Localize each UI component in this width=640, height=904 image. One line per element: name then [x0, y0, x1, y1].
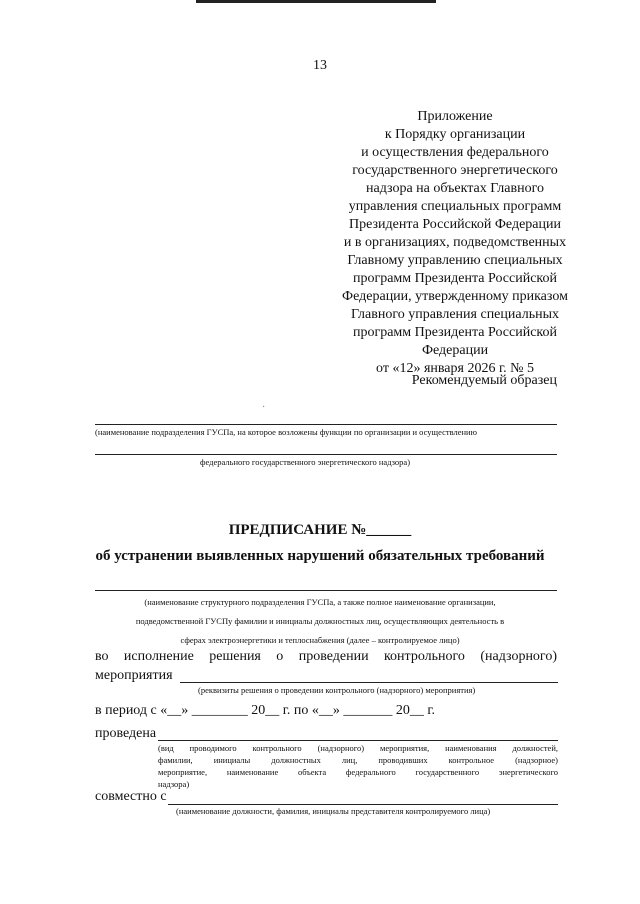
recommended-sample-label: Рекомендуемый образец [411, 373, 557, 388]
measures-label: мероприятия [95, 668, 173, 683]
execution-line: во исполнение решения о проведении контрольного (надзорного) [95, 649, 557, 664]
document-title: ПРЕДПИСАНИЕ №______ [228, 522, 412, 538]
dept-caption-1: (наименование подразделения ГУСПа, на которое возложены функции по организации и осуществлению [95, 427, 477, 437]
appendix-line: Главному управлению специальных [347, 253, 563, 268]
appendix-line: Федерации, утвержденному приказом [342, 289, 568, 304]
appendix-line: Президента Российской Федерации [349, 217, 561, 232]
appendix-line: и осуществления федерального [361, 145, 549, 160]
conducted-caption-line: надзора) [158, 779, 190, 789]
dept-line-1 [95, 424, 557, 425]
document-subtitle: об устранении выявленных нарушений обязательных требований [95, 548, 545, 564]
org-caption-line: подведомственной ГУСПу фамилии и инициалы должностных лиц, осуществляющих деятельность в [135, 616, 505, 626]
appendix-line: Приложение [417, 109, 493, 124]
org-line [95, 590, 557, 591]
appendix-line: программ Президента Российской [352, 325, 557, 340]
appendix-line: Федерации [421, 343, 489, 358]
appendix-line: государственного энергетического [352, 163, 558, 178]
appendix-line: и в организациях, подведомственных [343, 235, 567, 250]
appendix-line: к Порядку организации [384, 127, 526, 142]
measures-line [180, 682, 558, 683]
jointly-label: совместно с [95, 789, 167, 804]
conducted-caption-line: (вид проводимого контрольного (надзорного) мероприятия, наименования должностей, [158, 743, 558, 753]
execution-caption: (реквизиты решения о проведении контрольного (надзорного) мероприятия) [198, 685, 476, 695]
conducted-caption-line: мероприятие, наименование объекта федерального государственного энергетического [158, 767, 558, 777]
conducted-caption-line: фамилии, инициалы должностных лиц, проводивших контрольное (надзорное) [158, 755, 558, 765]
dept-line-2 [95, 454, 557, 455]
period-line: в период с «__» ________ 20__ г. по «__» _______ 20__ г. [95, 703, 436, 718]
page-number: 13 [313, 58, 327, 73]
jointly-line [168, 804, 558, 805]
org-caption-line: (наименование структурного подразделения ГУСПа, а также полное наименование организации, [144, 597, 496, 607]
conducted-line [158, 740, 558, 741]
conducted-label: проведена [95, 726, 157, 741]
jointly-caption: (наименование должности, фамилия, инициалы представителя контролируемого лица) [176, 806, 491, 816]
dept-caption-2: федерального государственного энергетического надзора) [200, 457, 411, 467]
conducted-caption [158, 742, 558, 790]
appendix-line: от «12» января 2026 г. № 5 [376, 361, 534, 376]
top-edge-line [196, 0, 436, 3]
scan-mark: · [262, 402, 266, 413]
appendix-line: управления специальных программ [348, 199, 562, 214]
appendix-line: надзора на объектах Главного [366, 181, 544, 196]
appendix-line: Главного управления специальных [350, 307, 559, 322]
appendix-line: программ Президента Российской [352, 271, 557, 286]
org-caption-line: сферах электроэнергетики и теплоснабжения (далее – контролируемое лицо) [180, 635, 460, 645]
appendix-block [290, 108, 620, 378]
org-caption [0, 593, 640, 650]
